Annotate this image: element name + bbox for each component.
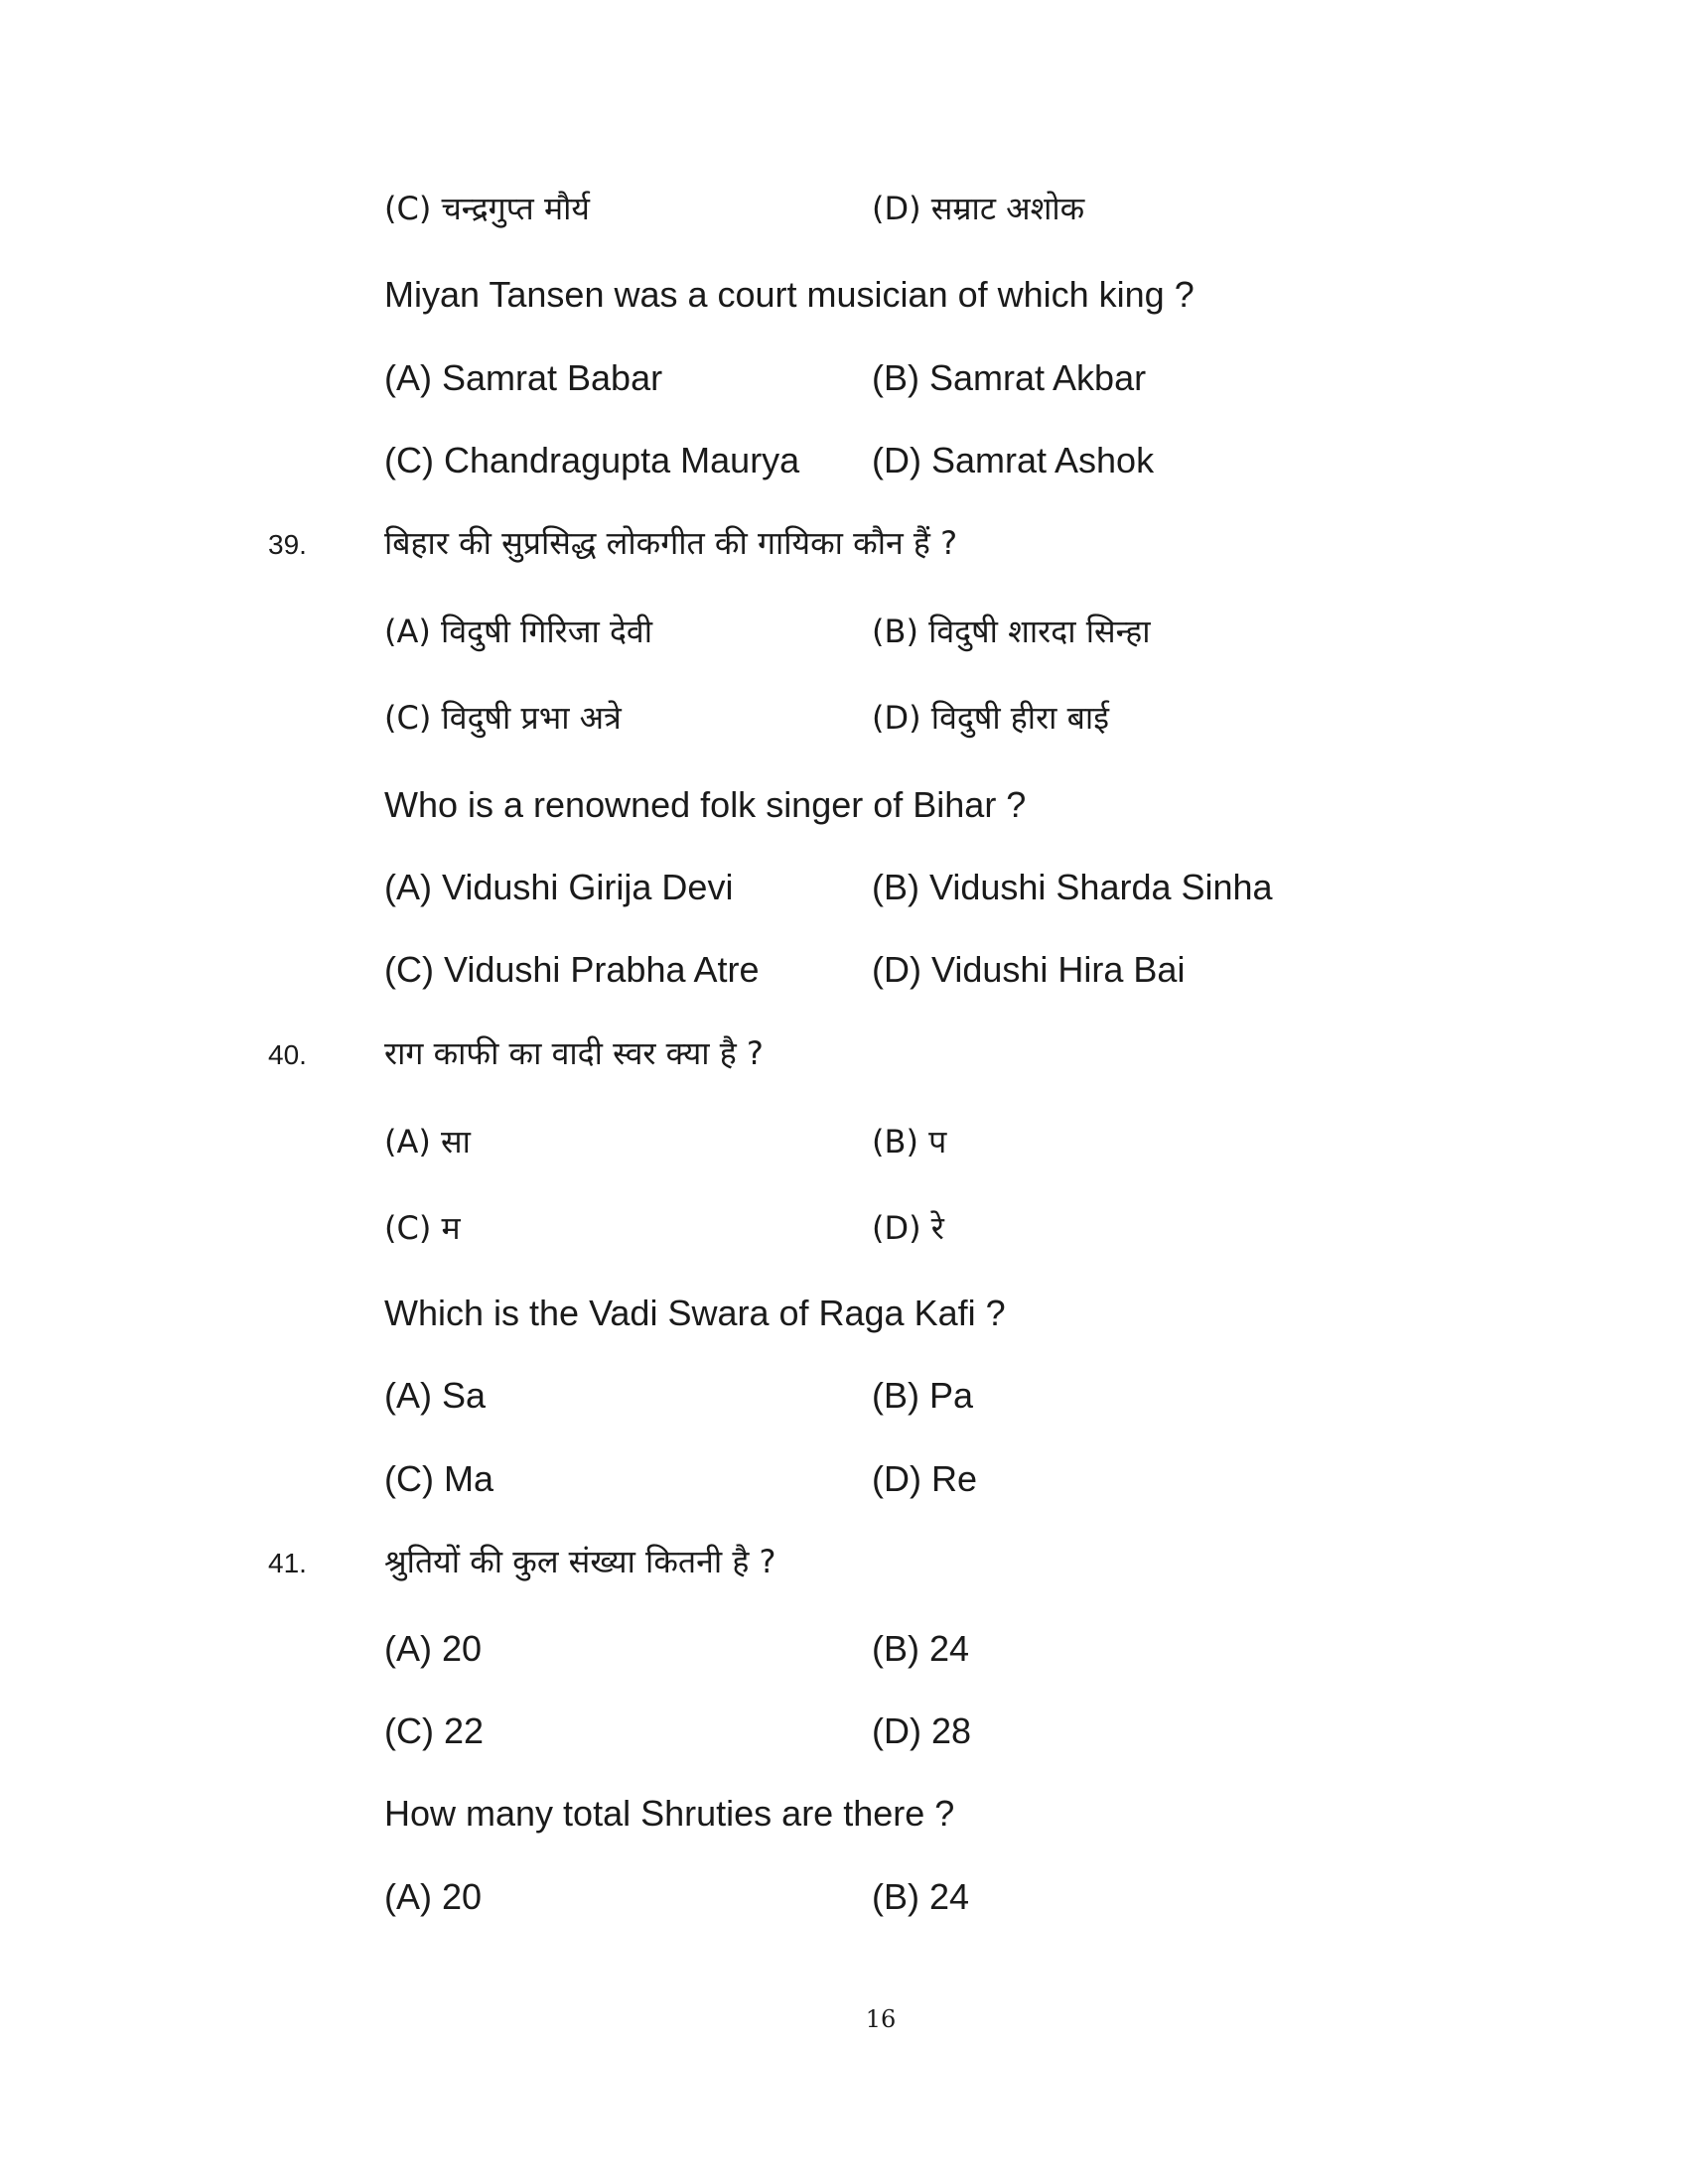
q40-hindi-option-b: (B) प: [872, 1123, 947, 1160]
q38-english-option-b: (B) Samrat Akbar: [872, 357, 1147, 398]
q39-english-option-d: (D) Vidushi Hira Bai: [872, 949, 1186, 990]
page-number: 16: [865, 2005, 897, 2033]
q39-english-option-a: (A) Vidushi Girija Devi: [384, 867, 734, 907]
q40-english-option-d: (D) Re: [872, 1458, 977, 1499]
q39-hindi-option-b: (B) विदुषी शारदा सिन्हा: [872, 613, 1151, 650]
q40-hindi-option-d: (D) रे: [872, 1209, 944, 1247]
q40-english-option-c: (C) Ma: [384, 1458, 493, 1499]
q39-hindi-question: बिहार की सुप्रसिद्ध लोकगीत की गायिका कौन हैं ?: [384, 524, 958, 562]
q39-hindi-option-a: (A) विदुषी गिरिजा देवी: [384, 613, 653, 650]
q41-hindi-question: श्रुतियों की कुल संख्या कितनी है ?: [384, 1543, 776, 1580]
q38-english-question: Miyan Tansen was a court musician of which king ?: [384, 274, 1195, 315]
q38-hindi-option-c: (C) चन्द्रगुप्त मौर्य: [384, 190, 590, 227]
q41-hindi-option-d: (D) 28: [872, 1710, 972, 1751]
q39-english-option-c: (C) Vidushi Prabha Atre: [384, 949, 760, 990]
q41-hindi-option-b: (B) 24: [872, 1628, 970, 1669]
q41-english-question: How many total Shruties are there ?: [384, 1793, 955, 1834]
q40-hindi-question: राग काफी का वादी स्वर क्या है ?: [384, 1034, 764, 1072]
q41-english-option-b: (B) 24: [872, 1876, 970, 1917]
q39-hindi-option-c: (C) विदुषी प्रभा अत्रे: [384, 699, 622, 737]
q41-hindi-option-c: (C) 22: [384, 1710, 485, 1751]
q39-english-question: Who is a renowned folk singer of Bihar ?: [384, 784, 1027, 825]
q40-english-option-a: (A) Sa: [384, 1375, 487, 1416]
q40-english-question: Which is the Vadi Swara of Raga Kafi ?: [384, 1293, 1006, 1333]
q39-english-option-b: (B) Vidushi Sharda Sinha: [872, 867, 1273, 907]
q40-number: 40.: [268, 1039, 307, 1070]
q39-hindi-option-d: (D) विदुषी हीरा बाई: [872, 699, 1109, 737]
q38-english-option-c: (C) Chandragupta Maurya: [384, 440, 800, 480]
q38-english-option-d: (D) Samrat Ashok: [872, 440, 1155, 480]
q41-hindi-option-a: (A) 20: [384, 1628, 483, 1669]
q41-english-option-a: (A) 20: [384, 1876, 483, 1917]
q38-hindi-option-d: (D) सम्राट अशोक: [872, 190, 1085, 227]
q40-english-option-b: (B) Pa: [872, 1375, 974, 1416]
q40-hindi-option-a: (A) सा: [384, 1123, 471, 1160]
q40-hindi-option-c: (C) म: [384, 1209, 461, 1247]
q38-english-option-a: (A) Samrat Babar: [384, 357, 663, 398]
q41-number: 41.: [268, 1548, 307, 1578]
q39-number: 39.: [268, 529, 307, 560]
